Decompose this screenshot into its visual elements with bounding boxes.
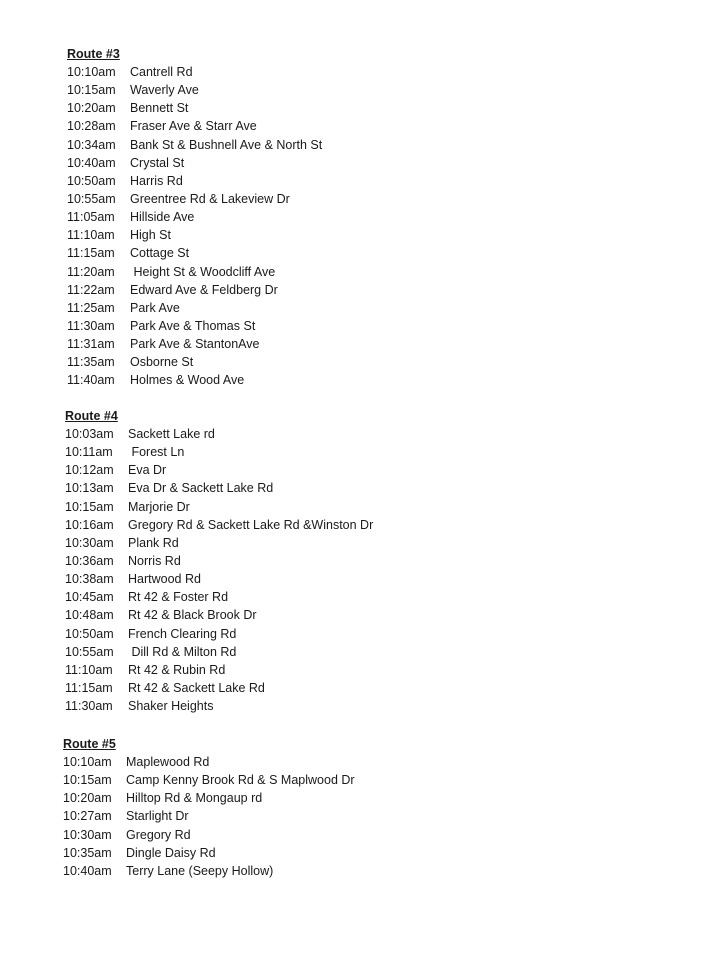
- stop-location: Waverly Ave: [130, 83, 199, 98]
- stop-row: [67, 244, 322, 262]
- stop-location: Starlight Dr: [126, 809, 189, 824]
- stop-time: 10:10am: [67, 65, 116, 79]
- stop-row: [63, 826, 355, 844]
- stop-location: Rt 42 & Sackett Lake Rd: [128, 680, 265, 695]
- stop-row: [65, 516, 373, 534]
- stop-location: Shaker Heights: [128, 699, 214, 714]
- stop-row: [67, 190, 322, 208]
- stop-row: [65, 498, 373, 516]
- stop-location: French Clearing Rd: [128, 626, 237, 641]
- stop-row: [65, 479, 373, 497]
- stop-time: 10:34am: [67, 137, 116, 152]
- stop-time: 10:20am: [67, 101, 116, 116]
- stop-row: [63, 771, 355, 789]
- stop-location: Holmes & Wood Ave: [130, 373, 245, 388]
- stop-row: [65, 570, 373, 588]
- route-3-title: Route #3: [67, 47, 120, 61]
- stop-time: 10:10am: [63, 755, 112, 769]
- stop-location: Cottage St: [130, 246, 190, 261]
- stop-location: Dingle Daisy Rd: [126, 845, 216, 860]
- stop-location: Gregory Rd: [126, 827, 191, 842]
- stop-time: 10:03am: [65, 427, 114, 441]
- stop-time: 10:45am: [65, 590, 114, 605]
- stop-row: [67, 335, 322, 353]
- stop-row: [65, 606, 373, 624]
- stop-time: 11:40am: [67, 373, 115, 388]
- stop-time: 10:55am: [67, 191, 116, 206]
- stop-row: [67, 226, 322, 244]
- stop-location: Gregory Rd & Sackett Lake Rd &Winston Dr: [128, 517, 374, 532]
- stop-location: High St: [130, 228, 171, 243]
- stop-time: 11:15am: [67, 246, 115, 261]
- stop-location: Hartwood Rd: [128, 572, 201, 587]
- stop-time: 10:16am: [65, 517, 114, 532]
- stop-row: [67, 81, 322, 99]
- stop-location: Camp Kenny Brook Rd & S Maplwood Dr: [126, 773, 355, 788]
- stop-time: 11:10am: [67, 228, 115, 243]
- stop-time: 11:05am: [67, 210, 115, 225]
- stop-time: 10:50am: [67, 173, 116, 188]
- stop-time: 10:11am: [65, 445, 113, 460]
- stop-time: 10:36am: [65, 553, 114, 568]
- route-3-section: [67, 45, 322, 390]
- stop-location: Maplewood Rd: [126, 755, 210, 769]
- stop-location: Fraser Ave & Starr Ave: [130, 119, 257, 134]
- route-4-section: [65, 407, 373, 715]
- stop-row: [65, 443, 373, 461]
- stop-time: 10:35am: [63, 845, 112, 860]
- stop-time: 11:30am: [67, 318, 115, 333]
- stop-row: [65, 588, 373, 606]
- stop-row: [67, 154, 322, 172]
- stop-time: 10:30am: [65, 535, 114, 550]
- stop-row: [67, 99, 322, 117]
- stop-row: [63, 862, 355, 880]
- stop-row: [65, 552, 373, 570]
- stop-time: 10:55am: [65, 644, 114, 659]
- stop-row: [65, 461, 373, 479]
- stop-location: Forest Ln: [128, 445, 185, 460]
- stop-time: 10:27am: [63, 809, 112, 824]
- stop-location: Terry Lane (Seepy Hollow): [126, 863, 274, 878]
- stop-row: [67, 172, 322, 190]
- stop-time: 10:15am: [65, 499, 114, 514]
- stop-time: 10:50am: [65, 626, 114, 641]
- stop-row: [65, 697, 373, 715]
- stop-location: Park Ave: [130, 300, 180, 315]
- stop-time: 11:25am: [67, 300, 115, 315]
- stop-location: Rt 42 & Rubin Rd: [128, 662, 226, 677]
- stop-time: 10:13am: [65, 481, 114, 496]
- stop-time: 10:30am: [63, 827, 112, 842]
- stop-row: [63, 844, 355, 862]
- stop-time: 10:20am: [63, 791, 112, 806]
- stop-row: [67, 317, 322, 335]
- stop-location: Dill Rd & Milton Rd: [128, 644, 237, 659]
- stop-row: [65, 679, 373, 697]
- stop-location: Marjorie Dr: [128, 499, 190, 514]
- stop-row: [65, 643, 373, 661]
- stop-location: Eva Dr: [128, 463, 167, 478]
- stop-row: [67, 117, 322, 135]
- stop-time: 11:22am: [67, 282, 115, 297]
- stop-row: [67, 63, 322, 81]
- stop-location: Rt 42 & Foster Rd: [128, 590, 229, 605]
- stop-location: Rt 42 & Black Brook Dr: [128, 608, 257, 623]
- stop-location: Greentree Rd & Lakeview Dr: [130, 191, 290, 206]
- stop-time: 10:15am: [63, 773, 112, 788]
- stop-location: Hilltop Rd & Mongaup rd: [126, 791, 263, 806]
- stop-location: Park Ave & Thomas St: [130, 318, 256, 333]
- stop-time: 10:40am: [63, 863, 112, 878]
- stop-time: 10:15am: [67, 83, 116, 98]
- stop-time: 11:15am: [65, 680, 113, 695]
- stop-row: [65, 425, 373, 443]
- stop-row: [67, 281, 322, 299]
- stop-time: 11:20am: [67, 264, 115, 279]
- stop-location: Osborne St: [130, 355, 194, 370]
- stop-location: Plank Rd: [128, 535, 179, 550]
- stop-time: 10:28am: [67, 119, 116, 134]
- stop-time: 10:12am: [65, 463, 114, 478]
- stop-time: 11:35am: [67, 355, 115, 370]
- stop-row: [63, 807, 355, 825]
- stop-time: 10:48am: [65, 608, 114, 623]
- route-4-title: Route #4: [65, 409, 118, 423]
- stop-row: [63, 789, 355, 807]
- stop-row: [63, 753, 355, 771]
- stop-location: Cantrell Rd: [130, 65, 193, 79]
- stop-time: 11:10am: [65, 662, 113, 677]
- stop-location: Park Ave & StantonAve: [130, 337, 260, 352]
- stop-time: 11:30am: [65, 699, 113, 714]
- stop-row: [65, 625, 373, 643]
- route-5-section: [63, 735, 355, 880]
- stop-row: [67, 353, 322, 371]
- stop-row: [67, 299, 322, 317]
- stop-location: Eva Dr & Sackett Lake Rd: [128, 481, 274, 496]
- stop-time: 10:38am: [65, 572, 114, 587]
- stop-location: Height St & Woodcliff Ave: [130, 264, 276, 279]
- stop-location: Norris Rd: [128, 553, 181, 568]
- stop-time: 11:31am: [67, 337, 115, 352]
- stop-row: [67, 263, 322, 281]
- stop-time: 10:40am: [67, 155, 116, 170]
- stop-location: Hillside Ave: [130, 210, 195, 225]
- stop-row: [65, 661, 373, 679]
- stop-location: Harris Rd: [130, 173, 183, 188]
- stop-row: [67, 136, 322, 154]
- stop-location: Edward Ave & Feldberg Dr: [130, 282, 278, 297]
- stop-location: Sackett Lake rd: [128, 427, 215, 441]
- stop-row: [67, 208, 322, 226]
- stop-location: Crystal St: [130, 155, 185, 170]
- stop-row: [65, 534, 373, 552]
- stop-row: [67, 371, 322, 389]
- route-5-title: Route #5: [63, 737, 116, 751]
- stop-location: Bennett St: [130, 101, 189, 116]
- stop-location: Bank St & Bushnell Ave & North St: [130, 137, 323, 152]
